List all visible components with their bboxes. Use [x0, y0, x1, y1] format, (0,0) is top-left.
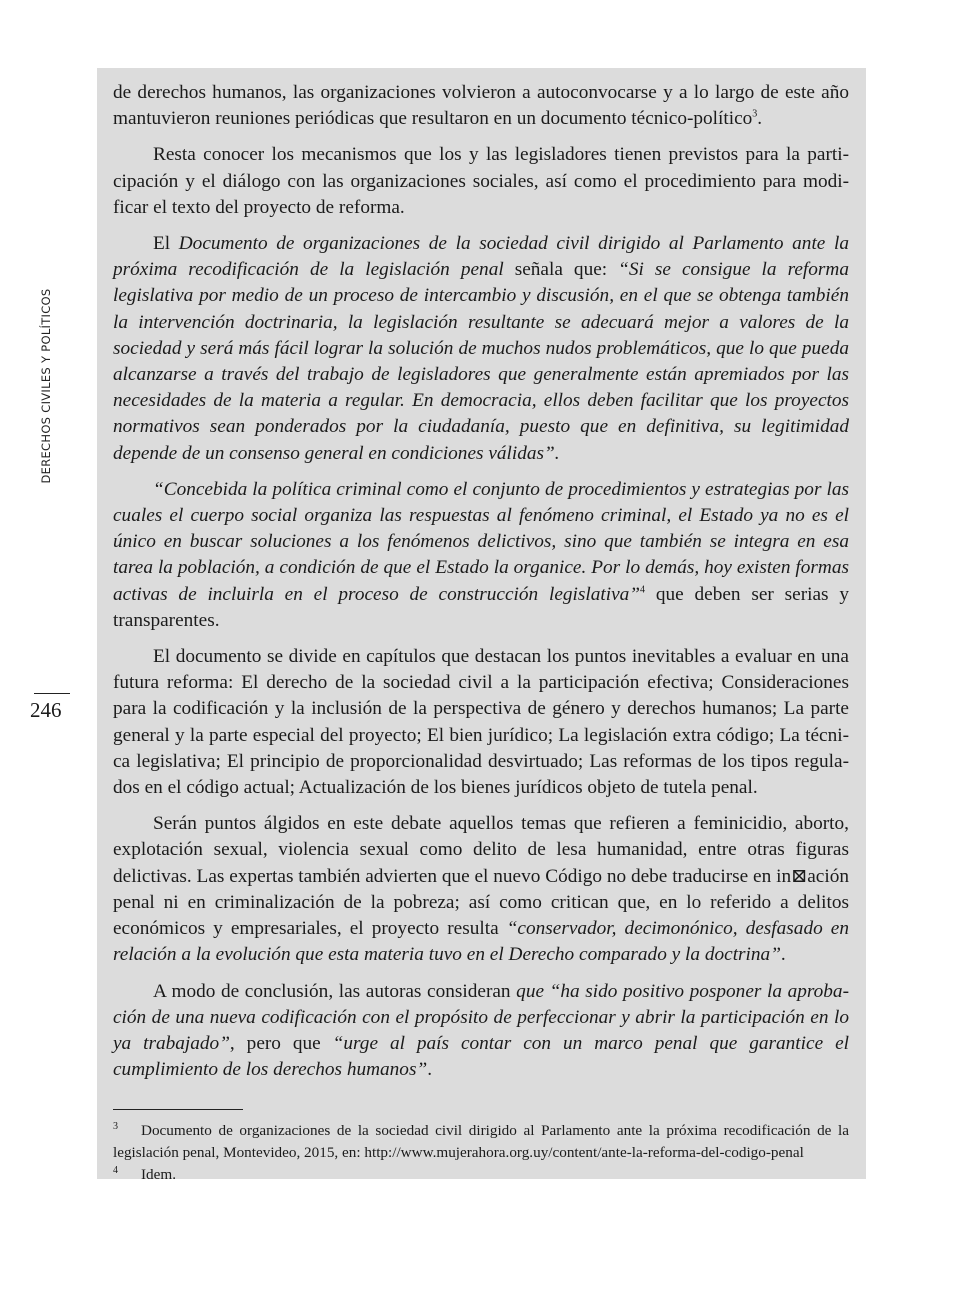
quote-italic: “Concebida la política criminal como el conjunto de procedimientos y estrategias por las cuales el cuerpo social organiza las respuestas al fenómeno criminal, el Estado ya no es el único en buscar soluciones a los fenómenos delictivos, sino que también se integra en esa tarea la población, a condición de que el Estado la organice. Por lo demás, hoy existen formas activas de incluirla en el proceso de construcción legislativa” — [113, 478, 849, 605]
page-number: 246 — [30, 698, 62, 722]
content-box — [97, 68, 866, 1184]
paragraph-3: El Documento de organizaciones de la sociedad civil dirigido al Parlamento ante la próxima recodificación de la legislación penal señala que: “Si se consigue la reforma legislativa por medio de un proceso de intercambio y discusión, en el que se obtenga también la intervención doctrinaria, la legislación resultante se adecuará mejor a valores de la sociedad y será más fácil lograr la solución de muchos nudos problemáticos, que lo que pueda alcanzarse a través del trabajo de legisladores que generalmente están apremiados por las necesidades de la materia a regular. En democracia, ellos deben facilitar que los proyectos normativos sean ponderados por la ciudadanía, puesto que en definitiva, su legitimidad depende de un consenso general en condiciones válidas”. — [113, 233, 849, 464]
footnote-divider — [113, 1109, 243, 1110]
paragraph-2: Resta conocer los mecanismos que los y las legisladores tienen previstos para la participación y el diálogo con las organizaciones sociales, así como el procedimiento para modificar el texto del proyecto de reforma. — [113, 144, 849, 218]
paragraph-1: de derechos humanos, las organizaciones volvieron a autoconvocarse y a lo largo de este año mantuvieron reuniones periódicas que resultaron en un documento técnico-político$^3$. — [113, 82, 849, 130]
paragraph-7: A modo de conclusión, las autoras consideran que “ha sido positivo posponer la aprobación de una nueva codificación con el propósito de perfeccionar y abrir la participación en lo ya trabajado”, pero que “urge al país contar con un marco penal que garantice el cumplimiento de los derechos humanos”. — [113, 980, 849, 1081]
footnote-text: Idem. — [141, 1166, 177, 1184]
page-number-rule — [34, 693, 70, 694]
paragraph-5: El documento se divide en capítulos que destacan los puntos inevitables a evaluar en una futura reforma: El derecho de la sociedad civil a la participación efectiva; Consideraciones para la codificación y la inclusión de la perspectiva de género y derechos humanos; La parte general y la parte especial del proyecto; El bien jurídico; La legislación extra código; La técnica legislativa; El principio de proporcionalidad desvirtuado; Las reformas de los tipos regulados en el código actual; Actualización de los bienes jurídicos objeto de tutela penal. — [113, 646, 849, 799]
footnote-text: Documento de organizaciones de la sociedad civil dirigido al Parlamento ante la próxima recodificación de la legislación penal, Montevideo, 2015, en: http://www.mujerahora.org.uy/content/ante-la-reforma-del-codigo-penal — [113, 1122, 849, 1162]
paragraph-6: Serán puntos álgidos en este debate aquellos temas que refieren a feminicidio, aborto, explotación sexual, violencia sexual como delito de lesa humanidad, entre otras figuras delictivas. Las expertas también advierten que el nuevo Código no debe traducirse en in⊠ación penal ni en criminalización de la pobreza; así como critican que, en lo referido a delitos económicos y empresariales, el proyecto resulta “conservador, decimonónico, desfasado en relación a la evolución que esta materia tuvo en el Derecho comparado y la doctrina”. — [113, 813, 849, 966]
footnote-4: 4 Idem. — [113, 1165, 177, 1184]
paragraph-4: “Concebida la política criminal como el conjunto de procedimientos y estrategias por las cuales el cuerpo social organiza las respuestas al fenómeno criminal, el Estado ya no es el único en buscar soluciones a los fenómenos delictivos, sino que también se integra en esa tarea la población, a condición de que el Estado la organice. Por lo demás, hoy existen formas activas de incluirla en el proceso de construcción legislativa”$^4$ que deben ser serias y transparentes. — [113, 478, 849, 631]
footnote-ref-3[interactable]: 3 — [752, 108, 758, 120]
quote-italic: “urge al país contar con un marco penal que garantice el cumplimiento de los derechos humanos” — [113, 1032, 849, 1081]
footnote-3: 3 Documento de organizaciones de la sociedad civil dirigido al Parlamento ante la próxima recodificación de la legislación penal, Montevideo, 2015, en: http://www.mujerahora.org.uy/content/ante-la-reforma-del-codigo-penal — [113, 1121, 849, 1162]
footnote-ref-4[interactable]: 4 — [640, 584, 646, 596]
document-title-italic: Documento de organizaciones de la sociedad civil dirigido al Parlamento ante la próxima recodificación de la legislación penal — [113, 233, 849, 281]
quote-italic: “conservador, decimonónico, desfasado en relación a la evolución que esta materia tuvo en el Derecho comparado y la doctrina” — [113, 918, 849, 966]
section-side-label: DERECHOS CIVILES Y POLÍTICOS — [39, 288, 53, 484]
quote-italic: que “ha sido positivo posponer la aprobación de una nueva codificación con el propósito de perfeccionar y abrir la participación en lo ya trabajado” — [113, 980, 849, 1054]
quote-italic: “Si se consigue la reforma legislativa por medio de un proceso de intercambio y discusión, en el que se obtenga también la intervención doctrinaria, la legislación resultante se adecuará mejor a valores de la sociedad y será más fácil lograr la solución de muchos nudos problemáticos, que lo que pueda alcanzarse a través del trabajo de legisladores que generalmente están apremiados por las necesidades de la materia a regular. En democracia, ellos deben facilitar que los proyectos normativos sean ponderados por la ciudadanía, puesto que en definitiva, su legitimidad depende de un consenso general en condiciones válidas”. — [113, 259, 849, 464]
